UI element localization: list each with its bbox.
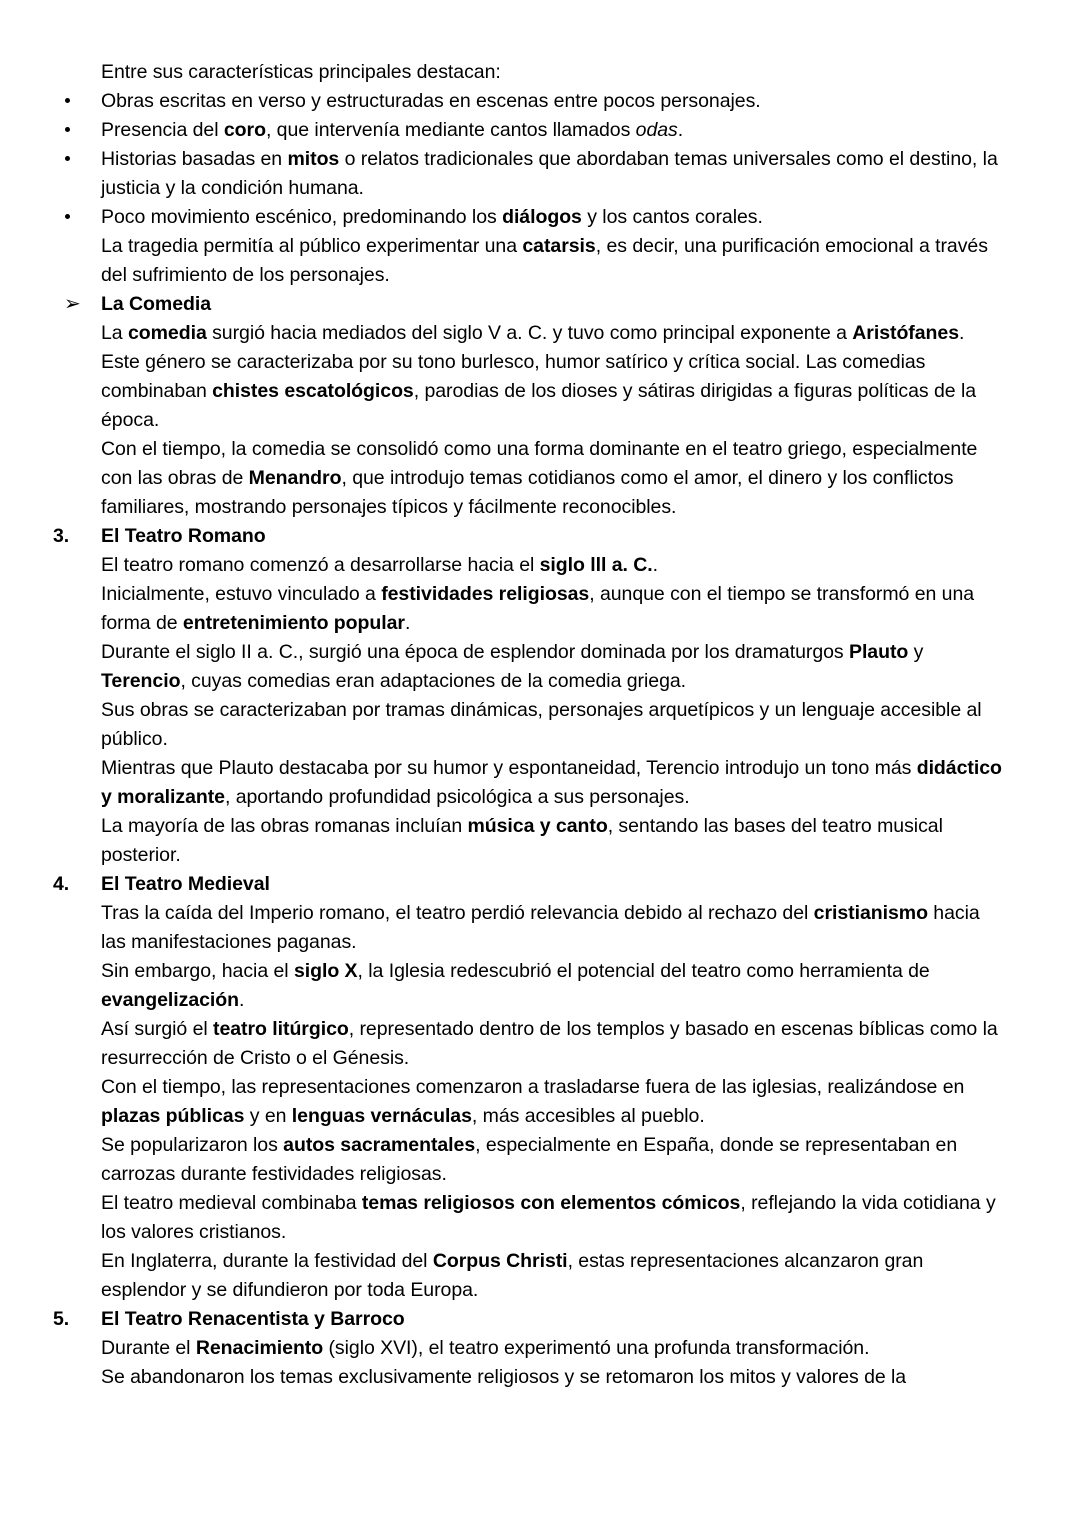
paragraph-line [101, 696, 1002, 754]
tragedy-bullet-list [78, 87, 1002, 290]
list-item-text [101, 90, 761, 112]
emphasis-bold: cristianismo [813, 902, 928, 924]
list-item-text [101, 148, 998, 199]
disc-bullet-icon [65, 145, 85, 174]
emphasis-bold: coro [223, 119, 266, 141]
section-heading [53, 870, 1002, 899]
text-run: Se popularizaron los [101, 1134, 284, 1156]
comedy-heading [64, 290, 1002, 319]
bullet-list-item [78, 145, 1002, 203]
text-run: , más accesibles al pueblo. [471, 1105, 705, 1127]
text-run: Durante el siglo II a. C., surgió una época de esplendor dominada por los dramaturgos [101, 641, 849, 663]
emphasis-bold: Corpus Christi [432, 1250, 568, 1272]
bullet-list-item [78, 87, 1002, 116]
emphasis-bold: plazas públicas [101, 1105, 245, 1127]
text-run: o relatos tradicionales que abordaban temas universales como el destino, la justicia y la condición humana. [101, 148, 998, 199]
list-item-text [101, 235, 988, 286]
arrow-bullet-icon: ➢ [64, 293, 81, 315]
text-run: . [677, 119, 684, 141]
paragraph-line [101, 435, 1002, 522]
paragraph-line [101, 232, 1002, 290]
numbered-sections [53, 522, 1002, 1392]
section-number: 5. [53, 1308, 70, 1330]
paragraph-line [101, 754, 1002, 812]
paragraph-line [101, 1363, 1002, 1392]
text-run: , reflejando la vida cotidiana y los valores cristianos. [101, 1192, 996, 1243]
emphasis-bold: Renacimiento [195, 1337, 324, 1359]
text-run: . [652, 554, 659, 576]
emphasis-bold: evangelización [101, 989, 240, 1011]
text-run: Mientras que Plauto destacaba por su humor y espontaneidad, Terencio introdujo un tono más [101, 757, 917, 779]
emphasis-italic: odas [635, 119, 678, 141]
disc-bullet-dot [65, 98, 70, 103]
emphasis-bold: Terencio [101, 670, 181, 692]
disc-bullet-dot [65, 214, 70, 219]
text-run: Inicialmente, estuvo vinculado a [101, 583, 382, 605]
text-run: Durante el [101, 1337, 196, 1359]
paragraph-line [101, 1189, 1002, 1247]
emphasis-bold: Menandro [248, 467, 342, 489]
disc-bullet-dot [65, 156, 70, 161]
text-run: , que intervenía mediante cantos llamados [265, 119, 636, 141]
emphasis-bold: temas religiosos con elementos cómicos [361, 1192, 741, 1214]
disc-bullet-icon [65, 116, 85, 145]
text-run: La [101, 322, 128, 344]
disc-bullet-dot [65, 127, 70, 132]
text-run: , especialmente en España, donde se representaban en carrozas durante festividades religiosas. [101, 1134, 958, 1185]
text-run: y [908, 641, 924, 663]
text-run: , la Iglesia redescubrió el potencial del teatro como herramienta de [357, 960, 930, 982]
bullet-list-item [78, 203, 1002, 232]
paragraph-line [101, 1131, 1002, 1189]
text-run: , representado dentro de los templos y basado en escenas bíblicas como la resurrección de Cristo o el Génesis. [101, 1018, 998, 1069]
text-run: Poco movimiento escénico, predominando los [101, 206, 503, 228]
text-run: hacia las manifestaciones paganas. [101, 902, 980, 953]
comedy-paragraphs [78, 319, 1002, 522]
paragraph-line [101, 638, 1002, 696]
emphasis-bold: mitos [287, 148, 340, 170]
section-title: El Teatro Renacentista y Barroco [101, 1308, 405, 1330]
text-run: Tras la caída del Imperio romano, el teatro perdió relevancia debido al rechazo del [101, 902, 814, 924]
bullet-list-item [78, 116, 1002, 145]
text-run: , aunque con el tiempo se transformó en una forma de [101, 583, 975, 634]
text-run: Obras escritas en verso y estructuradas en escenas entre pocos personajes. [101, 90, 761, 112]
text-run: En Inglaterra, durante la festividad del [101, 1250, 433, 1272]
text-run: El teatro romano comenzó a desarrollarse hacia el [101, 554, 540, 576]
text-run: Se abandonaron los temas exclusivamente religiosos y se retomaron los mitos y valores de la [101, 1366, 907, 1388]
text-run: Sin embargo, hacia el [101, 960, 294, 982]
disc-bullet-icon [65, 203, 85, 232]
text-run: Sus obras se caracterizaban por tramas dinámicas, personajes arquetípicos y un lenguaje accesible al público. [101, 699, 982, 750]
section-number: 4. [53, 873, 70, 895]
emphasis-bold: catarsis [522, 235, 596, 257]
emphasis-bold: diálogos [502, 206, 582, 228]
text-run: Con el tiempo, las representaciones comenzaron a trasladarse fuera de las iglesias, realizándose en [101, 1076, 965, 1098]
list-item-text [101, 206, 763, 228]
paragraph-line [101, 1334, 1002, 1363]
paragraph-line [101, 580, 1002, 638]
emphasis-bold: chistes escatológicos [212, 380, 414, 402]
list-item-text [101, 119, 683, 141]
emphasis-bold: entretenimiento popular [182, 612, 405, 634]
paragraph-line [101, 551, 1002, 580]
paragraph-line [101, 1073, 1002, 1131]
text-run: , aportando profundidad psicológica a sus personajes. [224, 786, 690, 808]
text-run: y los cantos corales. [581, 206, 763, 228]
text-run: , que introdujo temas cotidianos como el amor, el dinero y los conflictos familiares, mostrando personajes típicos y fácilmente reconocibles. [101, 467, 954, 518]
paragraph-line [101, 899, 1002, 957]
emphasis-bold: lenguas vernáculas [291, 1105, 472, 1127]
text-run: Historias basadas en [101, 148, 288, 170]
emphasis-bold: Aristófanes [852, 322, 959, 344]
emphasis-bold: teatro litúrgico [213, 1018, 349, 1040]
text-run: . [239, 989, 245, 1011]
text-run: La tragedia permitía al público experimentar una [101, 235, 523, 257]
emphasis-bold: autos sacramentales [283, 1134, 476, 1156]
text-run: La mayoría de las obras romanas incluían [101, 815, 468, 837]
emphasis-bold: Plauto [848, 641, 909, 663]
text-run: Este género se caracterizaba por su tono burlesco, humor satírico y crítica social. Las comedias combinaban [101, 351, 926, 402]
intro-line: Entre sus características principales destacan: [101, 61, 501, 83]
emphasis-bold: siglo lll a. C. [539, 554, 653, 576]
paragraph-line [101, 812, 1002, 870]
emphasis-bold: comedia [127, 322, 207, 344]
text-run: Así surgió el [101, 1018, 214, 1040]
text-run: y en [244, 1105, 292, 1127]
section-title: El Teatro Romano [101, 525, 266, 547]
emphasis-bold: festividades religiosas [381, 583, 590, 605]
document-body [53, 58, 1002, 1392]
text-run: , estas representaciones alcanzaron gran esplendor y se difundieron por toda Europa. [101, 1250, 924, 1301]
section-number: 3. [53, 525, 70, 547]
text-run: El teatro medieval combinaba [101, 1192, 362, 1214]
section-title: El Teatro Medieval [101, 873, 270, 895]
emphasis-bold: música y canto [467, 815, 608, 837]
text-run: . [404, 612, 411, 634]
emphasis-bold: didáctico y moralizante [101, 757, 1002, 808]
paragraph-line [101, 1015, 1002, 1073]
text-run: , cuyas comedias eran adaptaciones de la comedia griega. [180, 670, 687, 692]
text-run: Presencia del [101, 119, 224, 141]
section-heading [53, 1305, 1002, 1334]
section-heading [53, 522, 1002, 551]
text-run: . [959, 322, 965, 344]
emphasis-bold: siglo X [293, 960, 358, 982]
disc-bullet-icon [65, 87, 85, 116]
paragraph-line [101, 348, 1002, 435]
text-run: (siglo XVI), el teatro experimentó una profunda transformación. [323, 1337, 870, 1359]
text-run: , parodias de los dioses y sátiras dirigidas a figuras políticas de la época. [101, 380, 977, 431]
comedy-heading-label: La Comedia [101, 293, 212, 315]
paragraph-line [101, 957, 1002, 1015]
text-run: , es decir, una purificación emocional a través del sufrimiento de los personajes. [101, 235, 988, 286]
text-run: surgió hacia mediados del siglo V a. C. y tuvo como principal exponente a [206, 322, 853, 344]
paragraph-line [101, 319, 1002, 348]
paragraph-line [101, 1247, 1002, 1305]
text-run: Con el tiempo, la comedia se consolidó como una forma dominante en el teatro griego, especialmente con las obras de [101, 438, 978, 489]
text-run: , sentando las bases del teatro musical posterior. [101, 815, 943, 866]
